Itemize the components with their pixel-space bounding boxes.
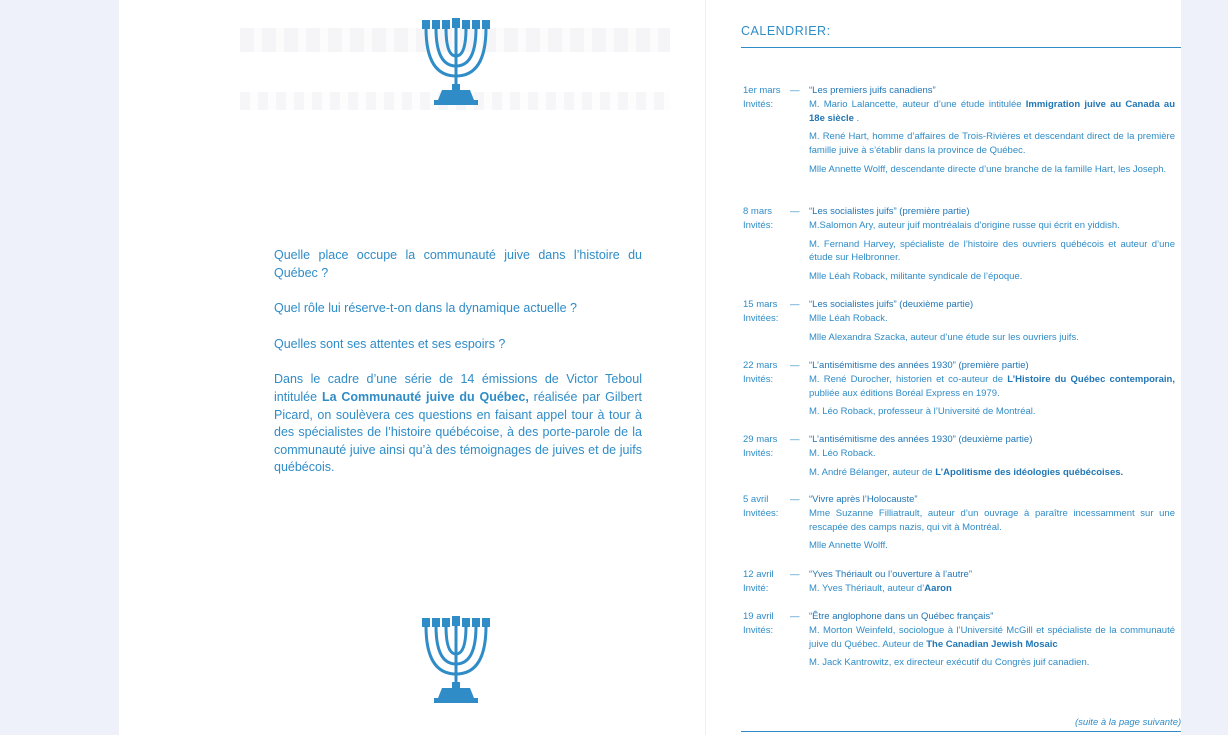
entry-guests-label: Invités: — [743, 625, 774, 636]
entry-date: 22 mars — [743, 360, 778, 371]
entry-date: 8 mars — [743, 206, 773, 217]
intro-question-3: Quelles sont ses attentes et ses espoirs ? — [274, 336, 506, 351]
menorah-icon — [412, 614, 500, 710]
entry-dash: — — [790, 434, 800, 445]
book-title: The Canadian Jewish Mosaic — [926, 638, 1058, 650]
entry-dash: — — [790, 206, 800, 217]
intro-paragraph — [274, 371, 642, 477]
intro-question-1: Quelle place occupe la communauté juive dans l’histoire du Québec ? — [274, 248, 642, 280]
divider — [741, 47, 1181, 48]
entry-guest: M.Salomon Ary, auteur juif montréalais d’origine russe qui écrit en yiddish. — [809, 219, 1120, 231]
entry-date: 1er mars — [743, 85, 781, 96]
entry-guests-label: Invitées: — [743, 508, 779, 519]
entry-guests-label: Invités: — [743, 374, 774, 385]
entry-dash: — — [790, 299, 800, 310]
entry-guests-label: Invités: — [743, 220, 774, 231]
entry-title: “Les socialistes juifs” (première partie) — [809, 206, 970, 217]
entry-dash: — — [790, 360, 800, 371]
entry-guest: Mlle Alexandra Szacka, auteur d’une étude sur les ouvriers juifs. — [809, 331, 1079, 343]
entry-guests-label: Invités: — [743, 99, 774, 110]
entry-guest: M. René Hart, homme d’affaires de Trois-Rivières et descendant direct de la première famille juive à s’établir dans la province de Québec. — [809, 131, 1175, 157]
entry-title: “Les socialistes juifs” (deuxième partie) — [809, 299, 974, 310]
calendar-entry — [743, 205, 1179, 289]
entry-date: 15 mars — [743, 299, 778, 310]
calendar-entry — [743, 493, 1179, 558]
entry-guest: M. Fernand Harvey, spécialiste de l’histoire des ouvriers québécois et auteur d’une étude sur Helbronner. — [809, 238, 1175, 264]
entry-guest: M. Léo Roback. — [809, 447, 876, 459]
calendar-entry — [743, 298, 1179, 349]
menorah-icon — [412, 16, 500, 112]
book-title: Aaron — [924, 582, 952, 594]
entry-guest: M. André Bélanger, auteur de L’Apolitisme des idéologies québécoises. — [809, 466, 1124, 478]
entry-title: “Vivre après l’Holocauste” — [809, 494, 918, 505]
entry-title: “Être anglophone dans un Québec français” — [809, 611, 994, 622]
series-title: La Communauté juive du Québec, — [321, 389, 529, 404]
book-title: Immigration juive au Canada au 18e siècle — [809, 98, 1175, 124]
page-fold — [705, 0, 706, 735]
book-title: L’Histoire du Québec contemporain, — [1007, 373, 1175, 385]
entry-guests-label: Invitées: — [743, 313, 779, 324]
entry-title: “Yves Thériault ou l’ouverture à l’autre” — [809, 569, 972, 580]
divider — [741, 731, 1181, 732]
calendar-entry — [743, 84, 1179, 182]
entry-guest: M. Yves Thériault, auteur d’Aaron — [809, 582, 952, 594]
continued-note: (suite à la page suivante) — [1075, 717, 1182, 728]
intro-question-2: Quel rôle lui réserve-t-on dans la dynamique actuelle ? — [274, 301, 577, 316]
entry-title: “L’antisémitisme des années 1930” (première partie) — [809, 360, 1029, 371]
book-title: L’Apolitisme des idéologies québécoises. — [935, 466, 1124, 478]
entry-dash: — — [790, 494, 800, 505]
entry-guest: M. Léo Roback, professeur à l’Université de Montréal. — [809, 406, 1036, 418]
calendar-entry — [743, 568, 1179, 601]
entry-date: 5 avril — [743, 494, 769, 505]
intro-text — [274, 247, 642, 495]
calendar-entry — [743, 433, 1179, 484]
entry-guest: M. Mario Lalancette, auteur d’une étude intitulée Immigration juive au Canada au 18e siècle . — [809, 98, 1175, 124]
calendar-entry — [743, 359, 1179, 424]
entry-date: 29 mars — [743, 434, 778, 445]
entry-guest: Mlle Léah Roback. — [809, 312, 888, 324]
entry-date: 12 avril — [743, 569, 774, 580]
entry-guest: Mlle Léah Roback, militante syndicale de l’époque. — [809, 271, 1023, 283]
calendar-title: CALENDRIER: — [741, 24, 831, 38]
intro-paragraph-end: réalisée par Gilbert Picard, on soulèvera ces questions en faisant appel tour à tour à des spécialistes de l’histoire québécoise, à des porte-parole de la communauté juive ainsi qu’à des témoignages de juives et de juifs québécois. — [274, 389, 642, 475]
entry-dash: — — [790, 569, 800, 580]
entry-date: 19 avril — [743, 611, 774, 622]
entry-guest: Mlle Annette Wolff, descendante directe d’une branche de la famille Hart, les Joseph. — [809, 163, 1167, 175]
entry-guest: M. Jack Kantrowitz, ex directeur exécutif du Congrès juif canadien. — [809, 657, 1090, 669]
entry-guest: Mme Suzanne Filliatrault, auteur d’un ouvrage à paraître incessamment sur une rescapée des camps nazis, qui vit à Montréal. — [809, 507, 1175, 533]
entry-guest: Mlle Annette Wolff. — [809, 540, 888, 552]
entry-guests-label: Invités: — [743, 448, 774, 459]
entry-guests-label: Invité: — [743, 583, 769, 594]
intro-paragraph-start: Dans le cadre d’une série de 14 émissions de Victor Teboul intitulée — [274, 372, 642, 404]
calendar-entry — [743, 610, 1179, 675]
entry-guest: M. René Durocher, historien et co-auteur de L’Histoire du Québec contemporain, publiée aux éditions Boréal Express en 1979. — [809, 373, 1175, 399]
entry-title: “L’antisémitisme des années 1930” (deuxième partie) — [809, 434, 1033, 445]
entry-dash: — — [790, 611, 800, 622]
entry-guest: M. Morton Weinfeld, sociologue à l’Université McGill et spécialiste de la communauté juive du Québec. Auteur de The Canadian Jewish Mosaic — [809, 624, 1175, 650]
entry-title: “Les premiers juifs canadiens” — [809, 85, 936, 96]
entry-dash: — — [790, 85, 800, 96]
